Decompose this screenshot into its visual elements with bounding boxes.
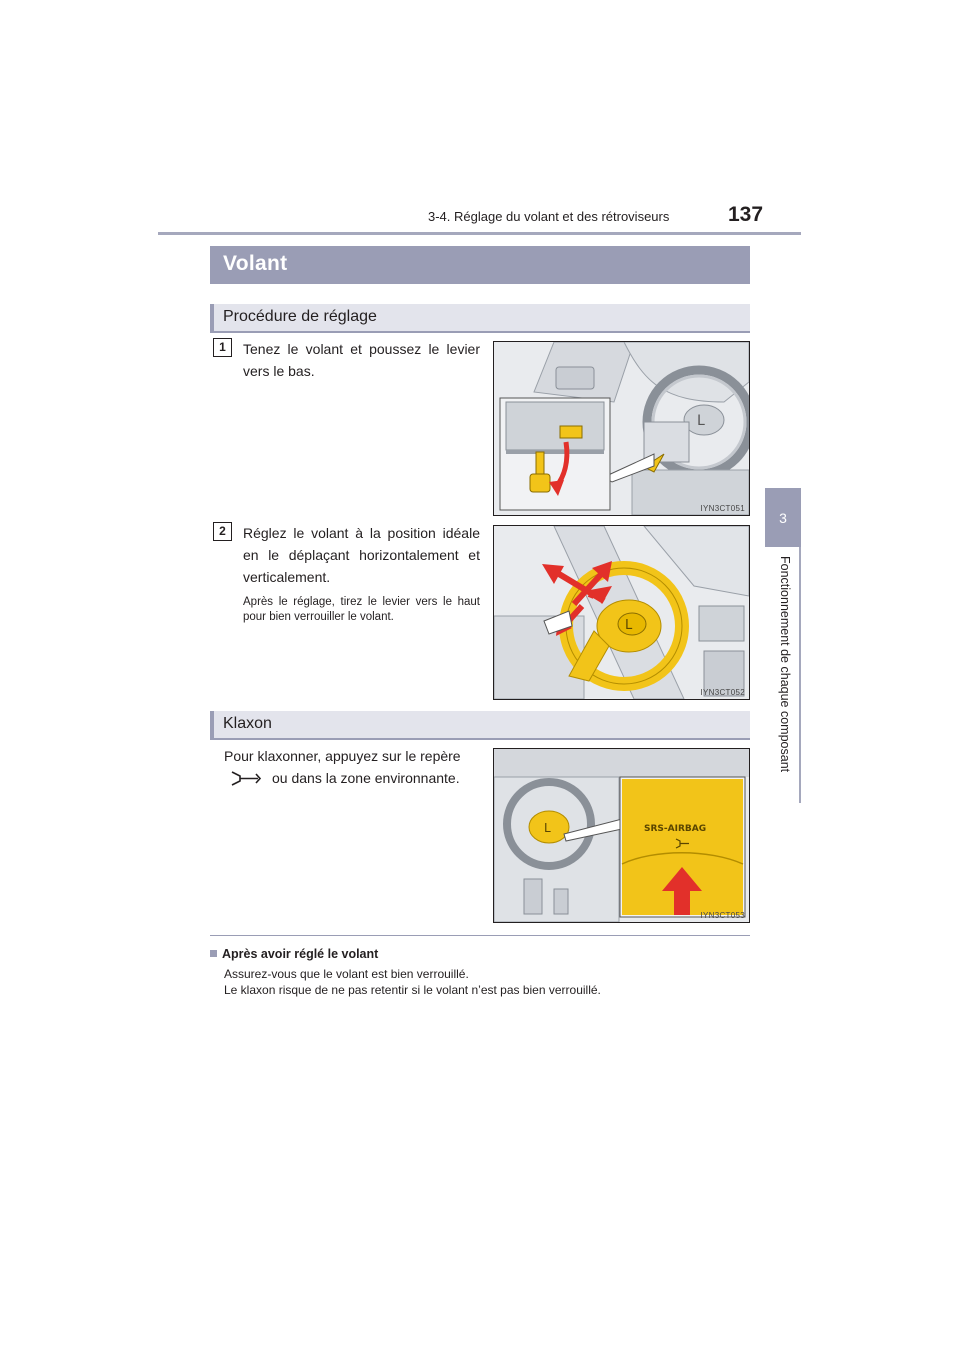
section-heading-adjust-label: Procédure de réglage — [223, 308, 377, 325]
svg-text:L: L — [697, 413, 705, 429]
page-title-bar — [210, 246, 750, 284]
image-code-3: IYN3CT053 — [700, 911, 745, 920]
airbag-label: SRS-AIRBAG — [644, 824, 707, 834]
horn-illustration-graphic — [494, 749, 749, 922]
step-number-2: 2 — [213, 522, 232, 541]
section-heading-horn — [210, 711, 750, 740]
step-1-text: Tenez le volant et poussez le levier vers le bas. — [243, 341, 480, 379]
step-2-text: Réglez le volant à la position idéale en le déplaçant horizontalement et verticalement. — [243, 525, 480, 585]
illustration-steering-wheel — [493, 525, 750, 700]
header-divider — [158, 232, 801, 235]
section-heading-adjust — [210, 304, 750, 333]
horn-text-line-1: Pour klaxonner, appuyez sur le repère — [224, 748, 461, 764]
chapter-tab[interactable]: 3 — [765, 488, 801, 547]
image-code-2: IYN3CT052 — [700, 688, 745, 697]
svg-text:L: L — [544, 821, 551, 835]
note-body — [224, 966, 601, 998]
note-bullet-icon — [210, 950, 217, 957]
note-line-1: Assurez-vous que le volant est bien verrouillé. — [224, 967, 469, 981]
step-2-note: Après le réglage, tirez le levier vers le haut pour bien verrouiller le volant. — [243, 596, 480, 623]
svg-text:L: L — [625, 618, 633, 633]
horn-text-line-2: ou dans la zone environnante. — [272, 770, 460, 786]
page-title: Volant — [223, 252, 288, 275]
horn-icon — [230, 768, 262, 788]
note-line-2: Le klaxon risque de ne pas retentir si le volant n’est pas bien verrouillé. — [224, 983, 601, 997]
chapter-divider — [799, 547, 801, 803]
lever-illustration-graphic — [494, 342, 749, 515]
illustration-lever — [493, 341, 750, 516]
section-heading-horn-label: Klaxon — [223, 715, 272, 732]
page-number: 137 — [728, 203, 764, 226]
note-heading-text: Après avoir réglé le volant — [222, 947, 379, 961]
note-heading — [210, 947, 378, 961]
image-code-1: IYN3CT051 — [700, 504, 745, 513]
steering-wheel-illustration-graphic — [494, 526, 749, 699]
illustration-horn — [493, 748, 750, 923]
note-divider — [210, 935, 750, 936]
section-title: 3-4. Réglage du volant et des rétroviseurs — [428, 209, 670, 224]
step-number-1: 1 — [213, 338, 232, 357]
chapter-label: Fonctionnement de chaque composant — [778, 556, 792, 773]
